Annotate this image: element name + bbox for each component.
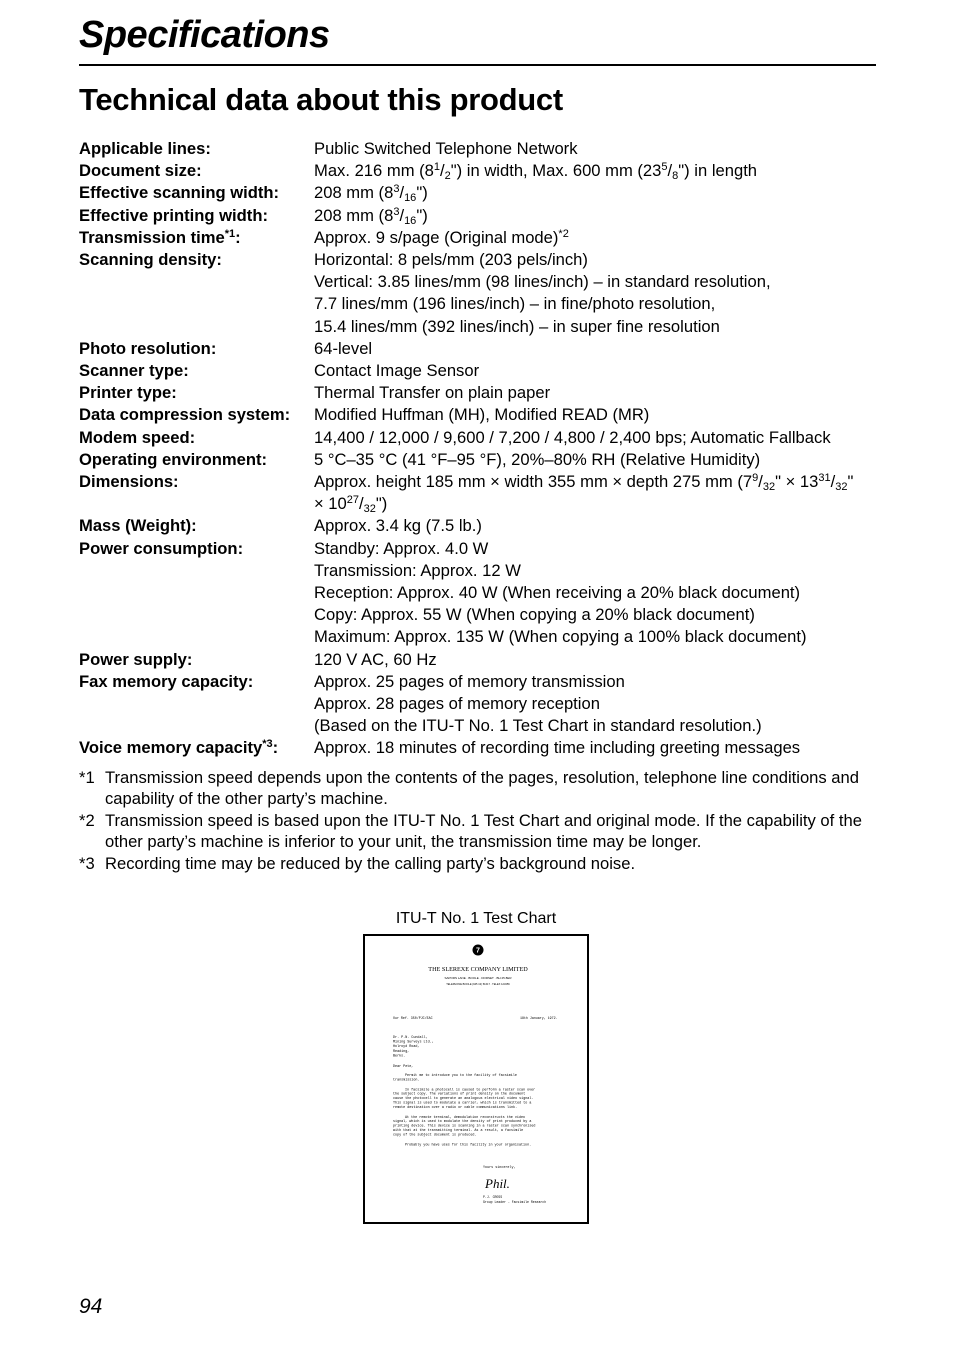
text-run: Approx. 25 pages of memory transmission — [314, 671, 625, 691]
sup-text: 27 — [346, 494, 360, 507]
chart-closing: Yours sincerely, — [483, 1166, 516, 1170]
text-run: Document size: — [79, 161, 202, 181]
text-run: Public Switched Telephone Network — [314, 139, 578, 158]
sub-text: 32 — [363, 503, 376, 516]
sub-text: 16 — [404, 192, 417, 205]
chart-company: THE SLEREXE COMPANY LIMITED — [428, 966, 528, 973]
spec-label — [79, 382, 314, 404]
chart-letter-line: Reading, — [393, 1049, 410, 1054]
spec-value-line — [314, 138, 879, 160]
text-run: / — [667, 161, 673, 181]
spec-value-line — [314, 626, 879, 648]
spec-value-line — [314, 493, 879, 515]
text-run: / — [399, 183, 405, 203]
chart-letter-line: cause the photocell to generate an analogous electrical video signal. — [393, 1097, 534, 1102]
spec-value-line — [314, 693, 879, 715]
spec-value — [314, 538, 879, 649]
spec-label — [79, 649, 314, 671]
spec-table — [79, 138, 879, 760]
text-run: Standby: Approx. 4.0 W — [314, 538, 489, 558]
spec-value — [314, 427, 879, 449]
text-run: : — [272, 738, 279, 758]
text-run: Dimensions: — [79, 472, 179, 492]
spec-value-line — [314, 737, 879, 759]
text-run: ") in width, Max. 600 mm (23 — [450, 161, 662, 181]
footnotes — [79, 767, 879, 874]
chart-signature: Phil. — [485, 1176, 510, 1191]
spec-row — [79, 338, 879, 360]
spec-label — [79, 427, 314, 449]
text-run: ") — [416, 205, 428, 225]
spec-value-line — [314, 160, 879, 182]
chart-letter-line: Permit me to introduce you to the facility of facsimile — [405, 1074, 517, 1078]
text-run: 14,400 / 12,000 / 9,600 / 7,200 / 4,800 / 2,400 bps; Automatic Fallback — [314, 427, 831, 447]
footnote-text: Transmission speed is based upon the ITU-T No. 1 Test Chart and original mode. If the capability of the other party’s machine is inferior to your unit, the transmission time may be longer. — [105, 810, 862, 852]
spec-row — [79, 449, 879, 471]
text-run: 64-level — [314, 338, 373, 358]
spec-value-line — [314, 471, 879, 493]
page-heading: Technical data about this product — [79, 82, 563, 117]
text-run: Approx. 9 s/page (Original mode) — [314, 227, 559, 247]
spec-value — [314, 205, 879, 227]
sup-text: 1 — [433, 161, 441, 174]
spec-row — [79, 205, 879, 227]
sup-text: 3 — [393, 183, 400, 196]
text-run: / — [758, 472, 763, 492]
sub-text: 16 — [404, 214, 417, 227]
spec-label — [79, 515, 314, 537]
spec-label — [79, 249, 314, 338]
chart-letter-line: copy of the subject document is produced. — [393, 1133, 477, 1138]
text-run: 15.4 lines/mm (392 lines/inch) – in super fine resolution — [314, 316, 720, 336]
spec-value — [314, 471, 879, 515]
text-run: Approx. 18 minutes of recording time including greeting messages — [314, 738, 801, 758]
text-run: Horizontal: 8 pels/mm (203 pels/inch) — [314, 250, 588, 270]
text-run: Maximum: Approx. 135 W (When copying a 100% black document) — [314, 627, 807, 647]
text-run: Power consumption: — [79, 538, 244, 558]
spec-value-line — [314, 382, 879, 404]
spec-row — [79, 671, 879, 738]
sup-text: 9 — [752, 472, 759, 485]
spec-label — [79, 227, 314, 249]
spec-value-line — [314, 427, 879, 449]
sup-text: *2 — [558, 227, 569, 240]
spec-value-line — [314, 360, 879, 382]
text-run: / — [359, 494, 364, 514]
chart-letter-line: At the remote terminal, demodulation reconstructs the video — [405, 1115, 526, 1120]
spec-label — [79, 205, 314, 227]
text-run: Contact Image Sensor — [314, 361, 480, 381]
chart-letter-body — [393, 1035, 535, 1147]
spec-value — [314, 138, 879, 160]
text-run: Operating environment: — [79, 449, 268, 469]
spec-row — [79, 471, 879, 515]
text-run: Approx. height 185 mm × width 355 mm × depth 275 mm (7 — [314, 472, 753, 492]
spec-value-line — [314, 227, 879, 249]
text-run: 120 V AC, 60 Hz — [314, 649, 437, 669]
spec-value-line — [314, 515, 879, 537]
sub-text: 2 — [444, 170, 451, 183]
text-run: (Based on the ITU-T No. 1 Test Chart in standard resolution.) — [314, 716, 762, 736]
footnote-text: Transmission speed depends upon the contents of the pages, resolution, telephone line conditions and capability of the other party’s machine. — [105, 768, 859, 809]
spec-label — [79, 160, 314, 182]
footnote — [79, 853, 879, 874]
text-run: Transmission time — [79, 227, 225, 247]
spec-value — [314, 515, 879, 537]
text-run: Scanner type: — [79, 361, 189, 381]
chart-signer-title: Group Leader - Facsimile Research — [483, 1200, 547, 1204]
sub-text: 32 — [835, 481, 848, 494]
spec-value-line — [314, 649, 879, 671]
text-run: Max. 216 mm (8 — [314, 161, 434, 181]
text-run: " — [847, 472, 854, 492]
spec-value-line — [314, 249, 879, 271]
spec-value — [314, 182, 879, 204]
text-run: Copy: Approx. 55 W (When copying a 20% black document) — [314, 605, 755, 625]
spec-value-line — [314, 560, 879, 582]
spec-value-line — [314, 715, 879, 737]
text-run: " × 13 — [775, 472, 819, 492]
spec-value — [314, 249, 879, 338]
spec-value — [314, 671, 879, 738]
chart-letter-line: Holroyd Road, — [393, 1045, 420, 1050]
spec-value-line — [314, 316, 879, 338]
sub-text: 32 — [762, 481, 776, 494]
text-run: Effective scanning width: — [79, 183, 280, 203]
spec-value-line — [314, 293, 879, 315]
text-run: : — [235, 227, 241, 247]
chart-letter-line: transmission. — [393, 1078, 420, 1083]
text-run: 7.7 lines/mm (196 lines/inch) – in fine/photo resolution, — [314, 294, 716, 314]
spec-value — [314, 404, 879, 426]
footnote-text: Recording time may be reduced by the calling party’s background noise. — [105, 853, 636, 873]
spec-label — [79, 138, 314, 160]
sup-text: 3 — [393, 205, 400, 218]
text-run: Vertical: 3.85 lines/mm (98 lines/inch) – in standard resolution, — [314, 272, 771, 292]
section-title: Specifications — [79, 14, 330, 56]
spec-row — [79, 138, 879, 160]
chart-letter-line: Dear Pete, — [393, 1065, 414, 1069]
spec-label — [79, 671, 314, 738]
text-run: Voice memory capacity — [79, 738, 263, 758]
chart-address: SAPORS LANE · BOOLE · DORSET · BH 25 8ER — [444, 976, 512, 980]
chart-letter-line: remote destination over a radio or cable communications link. — [393, 1105, 518, 1110]
spec-value — [314, 382, 879, 404]
chart-letter-line: the subject copy. The variations of print density on the document — [393, 1092, 526, 1097]
chart-our-ref: Our Ref. 350/PJC/EAC — [393, 1016, 433, 1020]
chart-letter-line: This signal is used to modulate a carrier, which is transmitted to a — [393, 1101, 532, 1106]
spec-value-line — [314, 271, 879, 293]
chart-letter-line: printing device. This device is scanning in a raster scan synchronised — [393, 1124, 536, 1129]
test-chart-caption: ITU-T No. 1 Test Chart — [395, 910, 557, 927]
spec-label — [79, 404, 314, 426]
spec-value-line — [314, 338, 879, 360]
text-run: Approx. 3.4 kg (7.5 lb.) — [314, 516, 482, 536]
text-run: ") in length — [678, 161, 758, 181]
spec-value — [314, 160, 879, 182]
spec-label — [79, 360, 314, 382]
text-run: Reception: Approx. 40 W (When receiving a 20% black document) — [314, 583, 801, 603]
text-run: Modem speed: — [79, 427, 196, 447]
text-run: ") — [416, 183, 428, 203]
chart-letter-line: Dr. P.N. Cundall, — [393, 1036, 428, 1040]
spec-row — [79, 515, 879, 537]
spec-value-line — [314, 182, 879, 204]
chart-letter-line: signal, which is used to modulate the density of print produced by a — [393, 1120, 532, 1125]
spec-value-line — [314, 538, 879, 560]
sup-text: 31 — [818, 472, 831, 485]
text-run: Applicable lines: — [79, 139, 211, 158]
spec-label — [79, 449, 314, 471]
spec-value-line — [314, 404, 879, 426]
spec-row — [79, 182, 879, 204]
text-run: 5 °C–35 °C (41 °F–95 °F), 20%–80% RH (Relative Humidity) — [314, 449, 761, 469]
spec-row — [79, 404, 879, 426]
text-run: Power supply: — [79, 649, 193, 669]
spec-label — [79, 182, 314, 204]
sup-text: *3 — [262, 738, 273, 751]
text-run: ") — [375, 494, 388, 514]
spec-value — [314, 338, 879, 360]
sup-text: *1 — [224, 227, 236, 240]
page-number: 94 — [79, 1295, 103, 1318]
spec-row — [79, 160, 879, 182]
spec-row — [79, 360, 879, 382]
text-run: Fax memory capacity: — [79, 671, 254, 691]
spec-value — [314, 649, 879, 671]
spec-row — [79, 737, 879, 759]
text-run: Printer type: — [79, 383, 177, 403]
text-run: / — [399, 205, 405, 225]
text-run: 208 mm (8 — [314, 183, 394, 203]
footnote-mark: *3 — [79, 853, 95, 873]
text-run: Mass (Weight): — [79, 516, 197, 536]
text-run: Effective printing width: — [79, 205, 268, 225]
chart-letter-line: Probably you have uses for this facility in your organisation. — [405, 1143, 532, 1148]
spec-value — [314, 449, 879, 471]
spec-value-line — [314, 449, 879, 471]
spec-row — [79, 382, 879, 404]
spec-value — [314, 360, 879, 382]
spec-value-line — [314, 604, 879, 626]
text-run: Modified Huffman (MH), Modified READ (MR) — [314, 405, 650, 425]
footnote-mark: *2 — [79, 810, 95, 830]
footnote — [79, 810, 879, 853]
spec-row — [79, 538, 879, 649]
title-rule — [79, 64, 876, 66]
text-run: 208 mm (8 — [314, 205, 394, 225]
spec-value-line — [314, 205, 879, 227]
spec-label — [79, 538, 314, 649]
footnote-mark: *1 — [79, 768, 95, 787]
spec-label — [79, 471, 314, 515]
chart-date: 18th January, 1972. — [520, 1016, 558, 1020]
text-run: Photo resolution: — [79, 338, 217, 358]
text-run: Transmission: Approx. 12 W — [314, 560, 521, 580]
text-run: Approx. 28 pages of memory reception — [314, 694, 600, 714]
chart-letter-line: Mining Surveys Ltd., — [393, 1040, 434, 1045]
spec-label — [79, 737, 314, 759]
spec-row — [79, 227, 879, 249]
spec-value — [314, 737, 879, 759]
spec-value — [314, 227, 879, 249]
text-run: / — [440, 161, 445, 181]
spec-row — [79, 249, 879, 338]
text-run: Thermal Transfer on plain paper — [314, 383, 551, 403]
chart-letter-line: with that at the transmitting terminal. As a result, a facsimile — [393, 1129, 524, 1133]
test-chart-document — [365, 936, 587, 1222]
sub-text: 8 — [672, 170, 679, 183]
chart-letter-line: In facsimile a photocell is caused to perform a raster scan over — [405, 1088, 536, 1093]
text-run: / — [830, 472, 836, 492]
footnote — [79, 767, 879, 810]
chart-badge-number: 7 — [476, 947, 480, 955]
spec-value-line — [314, 582, 879, 604]
spec-row — [79, 427, 879, 449]
spec-row — [79, 649, 879, 671]
text-run: × 10 — [314, 494, 347, 514]
spec-label — [79, 338, 314, 360]
text-run: Scanning density: — [79, 250, 222, 270]
chart-telephone: TELEPHONE BOOLE (945 13) 51617 · TELEX 123456 — [446, 983, 510, 986]
spec-value-line — [314, 671, 879, 693]
test-chart-figure — [363, 934, 589, 1224]
chart-signer-name: P.J. CROSS — [483, 1195, 503, 1199]
text-run: Data compression system: — [79, 405, 291, 425]
sup-text: 5 — [661, 161, 668, 174]
chart-letter-line: Berks. — [393, 1054, 406, 1059]
